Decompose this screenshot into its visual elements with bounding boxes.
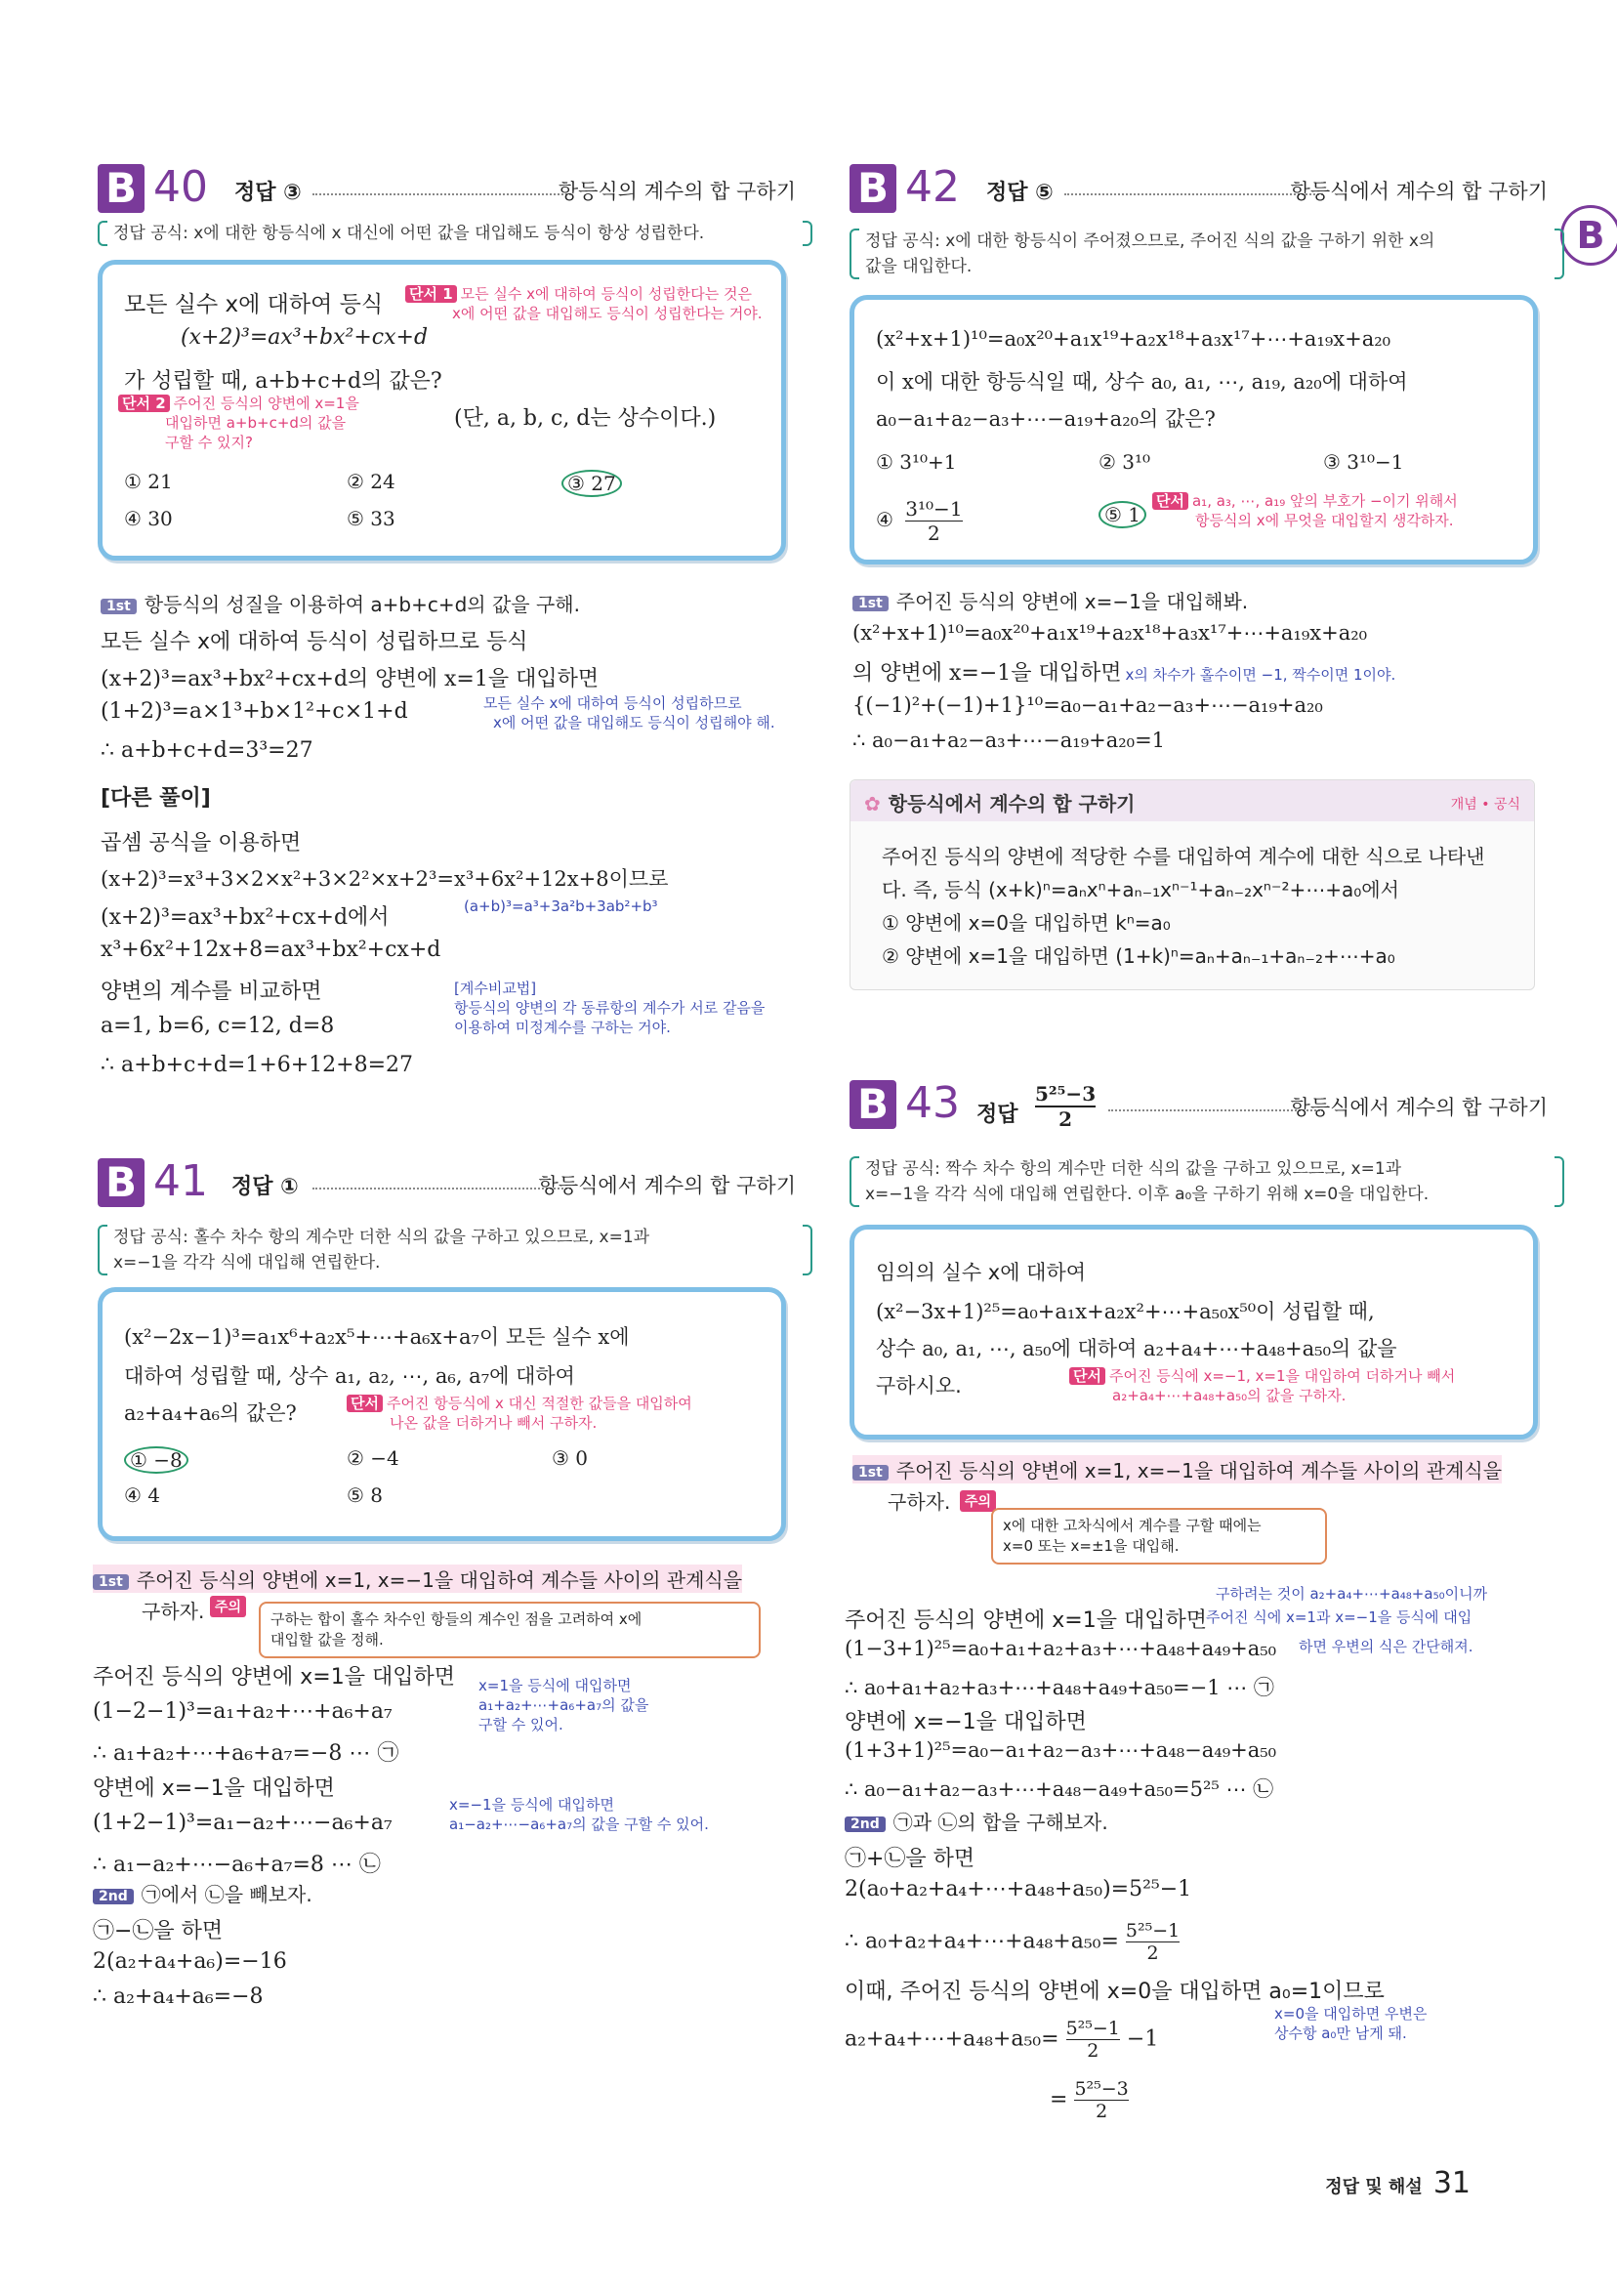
b42-sol-line1: (x²+x+1)¹⁰=a₀x²⁰+a₁x¹⁹+a₂x¹⁸+a₃x¹⁷+⋯+a₁₉x+a₂₀ xyxy=(852,621,1368,645)
b42-sol-line2: 의 양변에 x=−1을 대입하면 x의 차수가 홀수이면 −1, 짝수이면 1이야. xyxy=(852,661,1396,686)
b40-answer: 정답 ③ xyxy=(234,181,302,205)
b43-sol-line9: ∴ a₀+a₂+a₄+⋯+a₄₈+a₅₀= $\frac{\text{5²⁵−1}}{2}$ xyxy=(845,1920,1181,1964)
b41-choice-5: ⑤ 8 xyxy=(347,1483,384,1507)
b42-formula: 정답 공식: x에 대한 항등식이 주어졌으므로, 주어진 식의 값을 구하기 위한 x의 값을 대입한다. xyxy=(850,229,1564,279)
b41-step1: 1st 주어진 등식의 양변에 x=1, x=−1을 대입하여 계수들 사이의 관계식을 xyxy=(93,1565,742,1593)
b43-note3: x=0을 대입하면 우변은 상수항 a₀만 남게 돼. xyxy=(1274,2005,1428,2042)
b41-topic: 항등식에서 계수의 합 구하기 xyxy=(538,1174,796,1197)
b43-number: 43 xyxy=(905,1078,960,1128)
b40-alt-line5: 양변의 계수를 비교하면 xyxy=(101,980,322,1004)
b42-concept-line3: ① 양변에 x=0을 대입하면 kⁿ=a₀ xyxy=(882,911,1171,935)
b42-problem-line2: 이 x에 대한 항등식일 때, 상수 a₀, a₁, ⋯, a₁₉, a₂₀에 대하여 xyxy=(876,370,1408,394)
b43-problem-line2: (x²−3x+1)²⁵=a₀+a₁x+a₂x²+⋯+a₅₀x⁵⁰이 성립할 때, xyxy=(876,1300,1375,1323)
b40-alt-line4: x³+6x²+12x+8=ax³+bx²+cx+d xyxy=(101,938,441,962)
b43-tip: 단서 주어진 등식에 x=−1, x=1을 대입하여 더하거나 빼서 a₂+a₄+⋯+a₄₈+a₅₀의 값을 구하자. xyxy=(1069,1366,1455,1405)
b41-sol-line5: (1+2−1)³=a₁−a₂+⋯−a₆+a₇ xyxy=(93,1811,393,1835)
b43-problem-box xyxy=(850,1225,1538,1440)
b40-header xyxy=(93,154,796,223)
b43-problem-line1: 임의의 실수 x에 대하여 xyxy=(876,1261,1087,1284)
b42-badge: B xyxy=(850,164,896,213)
b40-choice-2: ② 24 xyxy=(347,470,395,493)
b43-answer-fraction: 5²⁵−3 2 xyxy=(1035,1082,1097,1131)
b42-sol-line4: ∴ a₀−a₁+a₂−a₃+⋯−a₁₉+a₂₀=1 xyxy=(852,729,1166,752)
b42-concept-box xyxy=(850,779,1535,990)
b40-formula: 정답 공식: x에 대한 항등식에 x 대신에 어떤 값을 대입해도 등식이 항상 성립한다. xyxy=(98,221,812,246)
b41-problem-line1: (x²−2x−1)³=a₁x⁶+a₂x⁵+⋯+a₆x+a₇이 모든 실수 x에 xyxy=(124,1325,630,1349)
b42-choice-1: ① 3¹⁰+1 xyxy=(876,450,957,474)
b43-sol-line1: 주어진 등식의 양변에 x=1을 대입하면 xyxy=(845,1608,1207,1633)
b42-header xyxy=(845,154,1548,223)
b42-concept-line4: ② 양변에 x=1을 대입하면 (1+k)ⁿ=aₙ+aₙ₋₁+aₙ₋₂+⋯+a₀ xyxy=(882,944,1395,968)
b40-sol-line2: (x+2)³=ax³+bx²+cx+d의 양변에 x=1을 대입하면 xyxy=(101,667,600,691)
b41-problem-box xyxy=(98,1287,786,1541)
b41-sol-line2: (1−2−1)³=a₁+a₂+⋯+a₆+a₇ xyxy=(93,1699,393,1724)
b41-sol-line7: ㉠−㉡을 하면 xyxy=(93,1919,224,1943)
b42-problem-line3: a₀−a₁+a₂−a₃+⋯−a₁₉+a₂₀의 값은? xyxy=(876,407,1216,431)
b41-sol-line8: 2(a₂+a₄+a₆)=−16 xyxy=(93,1949,287,1974)
b41-note1: x=1을 등식에 대입하면 a₁+a₂+⋯+a₆+a₇의 값을 구할 수 있어. xyxy=(478,1677,649,1733)
b41-step1-cont: 구하자. xyxy=(142,1600,205,1623)
b41-note2: x=−1을 등식에 대입하면 a₁−a₂+⋯−a₆+a₇의 값을 구할 수 있어. xyxy=(449,1796,709,1833)
b40-sol-line1: 모든 실수 x에 대하여 등식이 성립하므로 등식 xyxy=(101,630,528,654)
b42-concept-tag: 개념 • 공식 xyxy=(1450,797,1520,813)
b42-step1: 1st 주어진 등식의 양변에 x=−1을 대입해봐. xyxy=(852,586,1248,614)
b40-alt-line3: (x+2)³=ax³+bx²+cx+d에서 xyxy=(101,905,390,930)
b42-choice-4: ④ $\frac{\text{3¹⁰−1}}{2}$ xyxy=(876,497,963,545)
b43-step2: 2nd ㉠과 ㉡의 합을 구해보자. xyxy=(845,1807,1108,1835)
b43-note-target: 구하려는 것이 a₂+a₄+⋯+a₄₈+a₅₀이니까 xyxy=(1216,1585,1488,1603)
b41-header xyxy=(93,1148,796,1217)
b40-choice-1: ① 21 xyxy=(124,470,173,493)
b40-alt-heading: [다른 풀이] xyxy=(101,786,211,811)
b43-sol-line12: = $\frac{\text{5²⁵−3}}{2}$ xyxy=(1050,2078,1129,2122)
b41-sol-line1: 주어진 등식의 양변에 x=1을 대입하면 xyxy=(93,1665,455,1690)
b43-warning-tag: 주의 xyxy=(960,1490,996,1512)
b43-note1: 주어진 식에 x=1과 x=−1을 등식에 대입 xyxy=(1206,1608,1472,1626)
b43-formula: 정답 공식: 짝수 차수 항의 계수만 더한 식의 값을 구하고 있으므로, x=1과 x=−1을 각각 식에 대입해 연립한다. 이후 a₀을 구하기 위해 x=0을 대입한다. xyxy=(850,1156,1564,1207)
b43-problem-line3: 상수 a₀, a₁, ⋯, a₅₀에 대하여 a₂+a₄+⋯+a₄₈+a₅₀의 값을 xyxy=(876,1337,1397,1360)
b43-note2: 하면 우변의 식은 간단해져. xyxy=(1299,1638,1473,1655)
b42-choice-3: ③ 3¹⁰−1 xyxy=(1323,450,1404,474)
b41-tip: 단서 주어진 항등식에 x 대신 적절한 값들을 대입하여 나온 값을 더하거나 빼서 구하자. xyxy=(347,1394,692,1433)
b43-topic: 항등식에서 계수의 합 구하기 xyxy=(1290,1096,1548,1119)
page-footer xyxy=(1325,2166,1471,2200)
footer-label: 정답 및 해설 xyxy=(1325,2177,1423,2197)
b43-step1-cont: 구하자. xyxy=(888,1490,951,1514)
b40-step1: 1st 항등식의 성질을 이용하여 a+b+c+d의 값을 구해. xyxy=(101,589,580,617)
b41-step2: 2nd ㉠에서 ㉡을 빼보자. xyxy=(93,1879,312,1907)
b42-problem-box xyxy=(850,295,1538,564)
b40-problem-line1: 모든 실수 x에 대하여 등식 xyxy=(124,292,384,317)
b41-formula: 정답 공식: 홀수 차수 항의 계수만 더한 식의 값을 구하고 있으므로, x=1과 x=−1을 각각 식에 대입해 연립한다. xyxy=(98,1225,812,1275)
b41-problem-line2: 대하여 성립할 때, 상수 a₁, a₂, ⋯, a₆, a₇에 대하여 xyxy=(124,1364,575,1388)
b42-number: 42 xyxy=(905,162,960,212)
b41-sol-line6: ∴ a₁−a₂+⋯−a₆+a₇=8 ⋯ ㉡ xyxy=(93,1853,381,1877)
b42-concept-line1: 주어진 등식의 양변에 적당한 수를 대입하여 계수에 대한 식으로 나타낸 xyxy=(882,845,1485,868)
b42-problem-line1: (x²+x+1)¹⁰=a₀x²⁰+a₁x¹⁹+a₂x¹⁸+a₃x¹⁷+⋯+a₁₉x+a₂₀ xyxy=(876,327,1391,351)
b40-tip1: 단서 1 모든 실수 x에 대하여 등식이 성립한다는 것은 x에 어떤 값을 대입해도 등식이 성립한다는 거야. xyxy=(405,284,763,323)
b43-sol-line3: ∴ a₀+a₁+a₂+a₃+⋯+a₄₈+a₄₉+a₅₀=−1 ⋯ ㉠ xyxy=(845,1676,1274,1699)
b40-problem-condition: (단, a, b, c, d는 상수이다.) xyxy=(454,406,717,431)
b40-alt-note-formula: (a+b)³=a³+3a²b+3ab²+b³ xyxy=(464,898,658,915)
b41-sol-line4: 양변에 x=−1을 대입하면 xyxy=(93,1776,335,1801)
b42-choice-2: ② 3¹⁰ xyxy=(1099,450,1151,474)
b41-problem-line3: a₂+a₄+a₆의 값은? xyxy=(124,1401,297,1425)
b43-header xyxy=(845,1070,1548,1139)
b42-choice-5-correct: ⑤ 1 xyxy=(1099,501,1146,528)
b41-choice-2: ② −4 xyxy=(347,1446,399,1470)
b40-choice-4: ④ 30 xyxy=(124,507,173,530)
b42-concept-title: ✿ 항등식에서 계수의 합 구하기 xyxy=(864,792,1136,815)
b41-sol-line9: ∴ a₂+a₄+a₆=−8 xyxy=(93,1984,264,2009)
b40-note1: 모든 실수 x에 대하여 등식이 성립하므로 x에 어떤 값을 대입해도 등식이 성립해야 해. xyxy=(483,694,775,731)
b43-step1: 1st 주어진 등식의 양변에 x=1, x=−1을 대입하여 계수들 사이의 관계식을 xyxy=(852,1455,1502,1483)
b40-alt-line7: ∴ a+b+c+d=1+6+12+8=27 xyxy=(101,1053,414,1077)
b40-sol-line4: ∴ a+b+c+d=3³=27 xyxy=(101,738,313,763)
b43-sol-line6: ∴ a₀−a₁+a₂−a₃+⋯+a₄₈−a₄₉+a₅₀=5²⁵ ⋯ ㉡ xyxy=(845,1777,1274,1801)
b43-sol-line7: ㉠+㉡을 하면 xyxy=(845,1847,975,1871)
b43-problem-line4: 구하시오. xyxy=(876,1374,962,1398)
b43-sol-line5: (1+3+1)²⁵=a₀−a₁+a₂−a₃+⋯+a₄₈−a₄₉+a₅₀ xyxy=(845,1738,1277,1762)
b40-alt-note-coef: [계수비교법] 항등식의 양변의 각 동류항의 계수가 서로 같음을 이용하여 미정계수를 구하는 거야. xyxy=(454,980,766,1036)
b43-answer-label: 정답 xyxy=(976,1103,1018,1127)
b40-badge: B xyxy=(98,164,145,213)
page-number: 31 xyxy=(1432,2166,1471,2200)
b43-warning: x에 대한 고차식에서 계수를 구할 때에는 x=0 또는 x=±1을 대입해. xyxy=(991,1508,1327,1565)
b40-sol-line3: (1+2)³=a×1³+b×1²+c×1+d xyxy=(101,699,408,724)
b42-sol-line3: {(−1)²+(−1)+1}¹⁰=a₀−a₁+a₂−a₃+⋯−a₁₉+a₂₀ xyxy=(852,693,1323,717)
b43-sol-line2: (1−3+1)²⁵=a₀+a₁+a₂+a₃+⋯+a₄₈+a₄₉+a₅₀ xyxy=(845,1637,1277,1660)
b41-sol-line3: ∴ a₁+a₂+⋯+a₆+a₇=−8 ⋯ ㉠ xyxy=(93,1741,399,1766)
b42-answer: 정답 ⑤ xyxy=(986,181,1054,205)
b40-topic: 항등식의 계수의 합 구하기 xyxy=(558,180,796,203)
b42-topic: 항등식에서 계수의 합 구하기 xyxy=(1290,180,1548,203)
b40-problem-line3: 가 성립할 때, a+b+c+d의 값은? xyxy=(124,369,442,394)
b40-alt-line6: a=1, b=6, c=12, d=8 xyxy=(101,1014,335,1038)
b42-tip: 단서 a₁, a₃, ⋯, a₁₉ 앞의 부호가 −이기 위해서 항등식의 x에 무엇을 대입할지 생각하자. xyxy=(1152,491,1458,530)
b43-sol-line8: 2(a₀+a₂+a₄+⋯+a₄₈+a₅₀)=5²⁵−1 xyxy=(845,1877,1192,1901)
b40-number: 40 xyxy=(153,162,208,212)
b43-sol-line11: a₂+a₄+⋯+a₄₈+a₅₀= $\frac{\text{5²⁵−1}}{2}$ −1 xyxy=(845,2018,1159,2062)
b40-alt-line2: (x+2)³=x³+3×2×x²+3×2²×x+2³=x³+6x²+12x+8이므로 xyxy=(101,867,669,891)
section-b-badge: B xyxy=(1560,205,1617,266)
b41-badge: B xyxy=(98,1158,145,1207)
b40-tip2: 단서 2 주어진 등식의 양변에 x=1을 대입하면 a+b+c+d의 값을 구할 수 있지? xyxy=(118,394,359,452)
b43-badge: B xyxy=(850,1080,896,1129)
b40-choice-5: ⑤ 33 xyxy=(347,507,395,530)
b41-answer: 정답 ① xyxy=(231,1175,299,1199)
b40-choice-3-correct: ③ 27 xyxy=(561,470,622,497)
b43-sol-line4: 양변에 x=−1을 대입하면 xyxy=(845,1710,1087,1734)
b41-choice-1-correct: ① −8 xyxy=(124,1446,188,1474)
b41-warning-tag: 주의 xyxy=(210,1596,246,1617)
b40-alt-line1: 곱셈 공식을 이용하면 xyxy=(101,831,302,856)
b41-warning: 구하는 합이 홀수 차수인 항들의 계수인 점을 고려하여 x에 대입할 값을 정해. xyxy=(259,1602,761,1658)
b41-choice-3: ③ 0 xyxy=(552,1446,589,1470)
b40-problem-equation: (x+2)³=ax³+bx²+cx+d xyxy=(181,325,429,350)
b42-concept-line2: 다. 즉, 등식 (x+k)ⁿ=aₙxⁿ+aₙ₋₁xⁿ⁻¹+aₙ₋₂xⁿ⁻²+⋯+a₀에서 xyxy=(882,878,1399,901)
b41-choice-4: ④ 4 xyxy=(124,1483,161,1507)
b41-number: 41 xyxy=(153,1156,208,1206)
b40-problem-box xyxy=(98,260,786,561)
b43-sol-line10: 이때, 주어진 등식의 양변에 x=0을 대입하면 a₀=1이므로 xyxy=(845,1980,1385,2004)
